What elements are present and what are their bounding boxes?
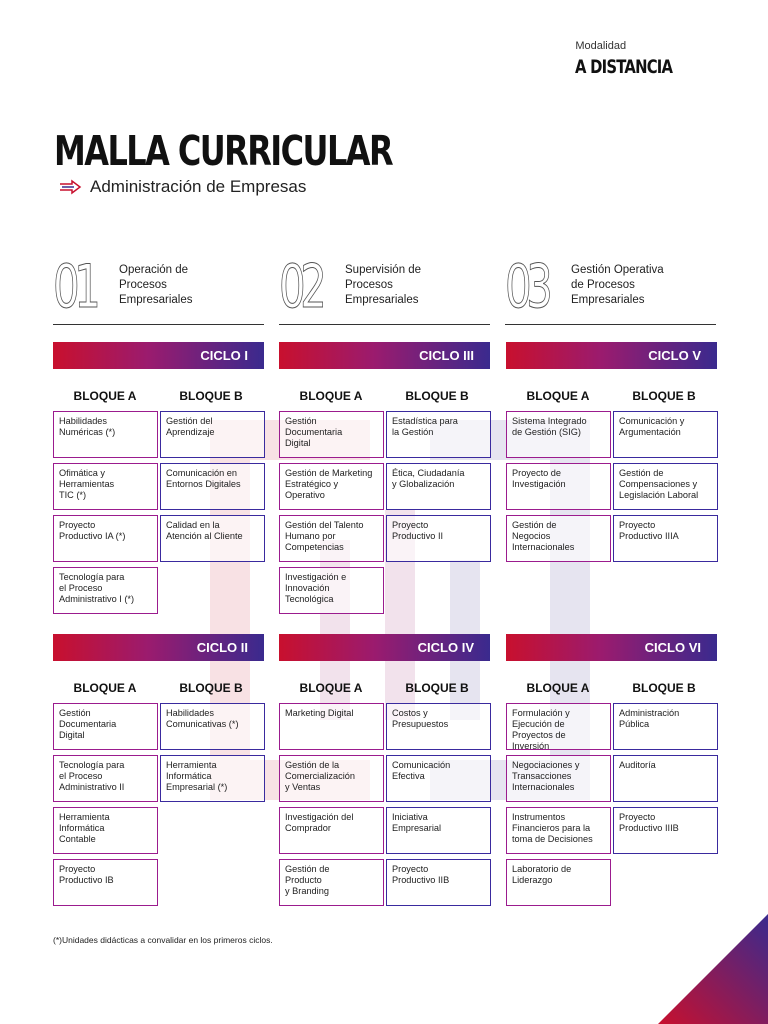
course-line: Documentaria (59, 719, 117, 729)
course-cell (613, 755, 718, 802)
course-line: Estratégico y (285, 479, 339, 489)
course-cell (53, 755, 158, 802)
course-line: Productivo IB (59, 875, 114, 885)
course-line: Comprador (285, 823, 331, 833)
course-line: Investigación (512, 479, 566, 489)
double-arrow-icon (58, 179, 82, 195)
course-line: Transacciones (512, 771, 572, 781)
cycle-header: CICLO II (53, 634, 264, 661)
course-cell (160, 755, 265, 802)
course-line: Tecnológica (285, 594, 334, 604)
page-subtitle (58, 177, 306, 197)
course-line: Proyecto (392, 864, 429, 874)
phase-title (345, 263, 421, 308)
course-line: Herramienta (166, 760, 217, 770)
course-line: Negocios (512, 531, 551, 541)
course-line: Contable (59, 834, 96, 844)
course-line: Formulación y (512, 708, 570, 718)
phase-number: 01 (53, 252, 96, 322)
course-line: Tecnología para (59, 572, 125, 582)
modalidad-label: Modalidad (575, 40, 627, 52)
course-line: Comercialización (285, 771, 355, 781)
course-line: Producto (285, 875, 322, 885)
course-line: Empresarial (392, 823, 442, 833)
modalidad-value: A DISTANCIA (575, 56, 673, 78)
course-cell (613, 703, 718, 750)
course-line: Numéricas (*) (59, 427, 116, 437)
course-line: y Branding (285, 886, 329, 896)
phase-title-line: Gestión Operativa (571, 264, 664, 276)
cycle-header: CICLO IV (279, 634, 490, 661)
course-cell (386, 463, 491, 510)
cycle-header: CICLO I (53, 342, 264, 369)
course-line: Negociaciones y (512, 760, 580, 770)
course-line: Laboratorio de (512, 864, 572, 874)
block-b-heading: BLOQUE B (179, 681, 243, 695)
course-line: Iniciativa (392, 812, 428, 822)
course-line: Entornos Digitales (166, 479, 241, 489)
course-line: Competencias (285, 542, 344, 552)
course-line: y Ventas (285, 782, 321, 792)
block-b-heading: BLOQUE B (632, 389, 696, 403)
course-line: la Gestión (392, 427, 434, 437)
block-b-heading: BLOQUE B (179, 389, 243, 403)
phase-title-line: Empresariales (571, 294, 645, 306)
course-cell (506, 463, 611, 510)
course-line: Habilidades (166, 708, 215, 718)
course-line: y Globalización (392, 479, 455, 489)
course-line: Presupuestos (392, 719, 449, 729)
course-line: Gestión del Talento (285, 520, 364, 530)
block-b-heading: BLOQUE B (632, 681, 696, 695)
course-line: Proyectos de Inversión (512, 730, 566, 751)
course-cell (160, 463, 265, 510)
course-line: Gestión de (285, 864, 330, 874)
course-cell (279, 567, 384, 614)
course-line: Internacionales (512, 782, 575, 792)
course-line: TIC (*) (59, 490, 87, 500)
course-cell (279, 859, 384, 906)
course-line: Costos y (392, 708, 428, 718)
course-line: Pública (619, 719, 650, 729)
course-cell (53, 859, 158, 906)
block-a-heading: BLOQUE A (526, 681, 590, 695)
course-line: Proyecto de (512, 468, 562, 478)
course-line: Auditoría (619, 760, 656, 770)
course-line: Informática (59, 823, 105, 833)
course-line: toma de Decisiones (512, 834, 593, 844)
phase-title-line: Empresariales (345, 294, 419, 306)
course-line: Operativo (285, 490, 325, 500)
block-a-heading: BLOQUE A (526, 389, 590, 403)
course-line: Ejecución de (512, 719, 565, 729)
course-line: Documentaria (285, 427, 343, 437)
course-line: Sistema Integrado (512, 416, 587, 426)
course-cell (506, 703, 611, 750)
phase-title-line: Empresariales (119, 294, 193, 306)
course-line: Comunicación y (619, 416, 685, 426)
course-cell (279, 463, 384, 510)
course-line: Instrumentos (512, 812, 566, 822)
block-a-heading: BLOQUE A (299, 681, 363, 695)
course-line: de Gestión (SIG) (512, 427, 581, 437)
course-line: Aprendizaje (166, 427, 215, 437)
course-line: Liderazgo (512, 875, 553, 885)
course-line: Investigación e (285, 572, 347, 582)
block-a-heading: BLOQUE A (299, 389, 363, 403)
course-line: Efectiva (392, 771, 425, 781)
course-cell (386, 703, 491, 750)
course-cell (279, 755, 384, 802)
course-line: Investigación del (285, 812, 354, 822)
course-cell (279, 515, 384, 562)
phase-header (279, 252, 490, 325)
course-cell (613, 807, 718, 854)
course-line: Argumentación (619, 427, 681, 437)
course-line: Productivo IIIB (619, 823, 679, 833)
course-cell (506, 859, 611, 906)
course-line: Administración (619, 708, 680, 718)
course-cell (279, 411, 384, 458)
course-line: Productivo IIB (392, 875, 450, 885)
phase-title (571, 263, 664, 308)
course-line: Gestión de (619, 468, 664, 478)
course-cell (160, 703, 265, 750)
course-cell (613, 411, 718, 458)
course-cell (160, 515, 265, 562)
course-line: Habilidades (59, 416, 108, 426)
phase-title-line: Procesos (345, 279, 393, 291)
course-cell (160, 411, 265, 458)
course-line: Administrativo I (*) (59, 594, 135, 604)
course-line: Gestión (59, 708, 91, 718)
course-cell (279, 807, 384, 854)
course-cell (386, 515, 491, 562)
course-cell (53, 567, 158, 614)
course-line: Proyecto (619, 812, 656, 822)
phase-header (53, 252, 264, 325)
course-line: Compensaciones y (619, 479, 698, 489)
course-line: Gestión de Marketing (285, 468, 373, 478)
course-line: Digital (59, 730, 85, 740)
course-line: Productivo II (392, 531, 444, 541)
course-cell (53, 411, 158, 458)
phase-title (119, 263, 193, 308)
course-line: Informática (166, 771, 212, 781)
block-a-heading: BLOQUE A (73, 389, 137, 403)
course-line: Administrativo II (59, 782, 125, 792)
course-line: Proyecto (619, 520, 656, 530)
course-line: Gestión (285, 416, 317, 426)
block-a-heading: BLOQUE A (73, 681, 137, 695)
course-line: Productivo IA (*) (59, 531, 126, 541)
course-line: Estadística para (392, 416, 458, 426)
page-title: MALLA CURRICULAR (54, 127, 393, 175)
course-line: Gestión de la (285, 760, 340, 770)
course-line: Atención al Cliente (166, 531, 243, 541)
course-line: Herramientas (59, 479, 115, 489)
phase-title-line: Operación de (119, 264, 189, 276)
course-cell (613, 515, 718, 562)
course-line: Innovación (285, 583, 330, 593)
course-line: Gestión del (166, 416, 213, 426)
course-line: Empresarial (*) (166, 782, 228, 792)
course-line: Financieros para la (512, 823, 591, 833)
course-line: Legislación Laboral (619, 490, 699, 500)
phase-number: 03 (505, 252, 548, 322)
course-cell (53, 515, 158, 562)
course-line: Productivo IIIA (619, 531, 679, 541)
course-cell (386, 807, 491, 854)
course-cell (506, 515, 611, 562)
phase-title-line: Supervisión de (345, 264, 422, 276)
course-cell (53, 463, 158, 510)
course-line: Internacionales (512, 542, 575, 552)
course-line: Calidad en la (166, 520, 220, 530)
course-line: Comunicación en (166, 468, 237, 478)
course-cell (613, 463, 718, 510)
cycle-header: CICLO V (506, 342, 717, 369)
course-cell (386, 859, 491, 906)
course-cell (506, 411, 611, 458)
footnote: (*)Unidades didácticas a convalidar en los primeros ciclos. (53, 935, 273, 945)
cycle-header: CICLO VI (506, 634, 717, 661)
corner-triangle (658, 914, 768, 1024)
course-line: Ofimática y (59, 468, 105, 478)
course-line: Gestión de (512, 520, 557, 530)
course-cell (53, 703, 158, 750)
course-cell (386, 411, 491, 458)
course-cell (506, 755, 611, 802)
course-cell (386, 755, 491, 802)
course-line: Humano por (285, 531, 336, 541)
course-line: Tecnología para (59, 760, 125, 770)
course-cell (53, 807, 158, 854)
block-b-heading: BLOQUE B (405, 681, 469, 695)
phase-number: 02 (279, 252, 322, 322)
course-line: Proyecto (59, 864, 96, 874)
course-line: Herramienta (59, 812, 110, 822)
course-line: Proyecto (392, 520, 429, 530)
course-cell (279, 703, 384, 750)
course-line: el Proceso (59, 583, 103, 593)
course-line: Ética, Ciudadanía (392, 468, 465, 478)
modalidad-block (575, 40, 700, 78)
course-line: Proyecto (59, 520, 96, 530)
career-name: Administración de Empresas (90, 177, 307, 196)
course-line: Digital (285, 438, 311, 448)
phase-header (505, 252, 716, 325)
course-line: el Proceso (59, 771, 103, 781)
cycle-header: CICLO III (279, 342, 490, 369)
course-cell (506, 807, 611, 854)
phase-title-line: Procesos (119, 279, 167, 291)
course-line: Comunicativas (*) (166, 719, 239, 729)
block-b-heading: BLOQUE B (405, 389, 469, 403)
course-line: Marketing Digital (285, 708, 354, 718)
course-line: Comunicación (392, 760, 451, 770)
phase-title-line: de Procesos (571, 279, 635, 291)
